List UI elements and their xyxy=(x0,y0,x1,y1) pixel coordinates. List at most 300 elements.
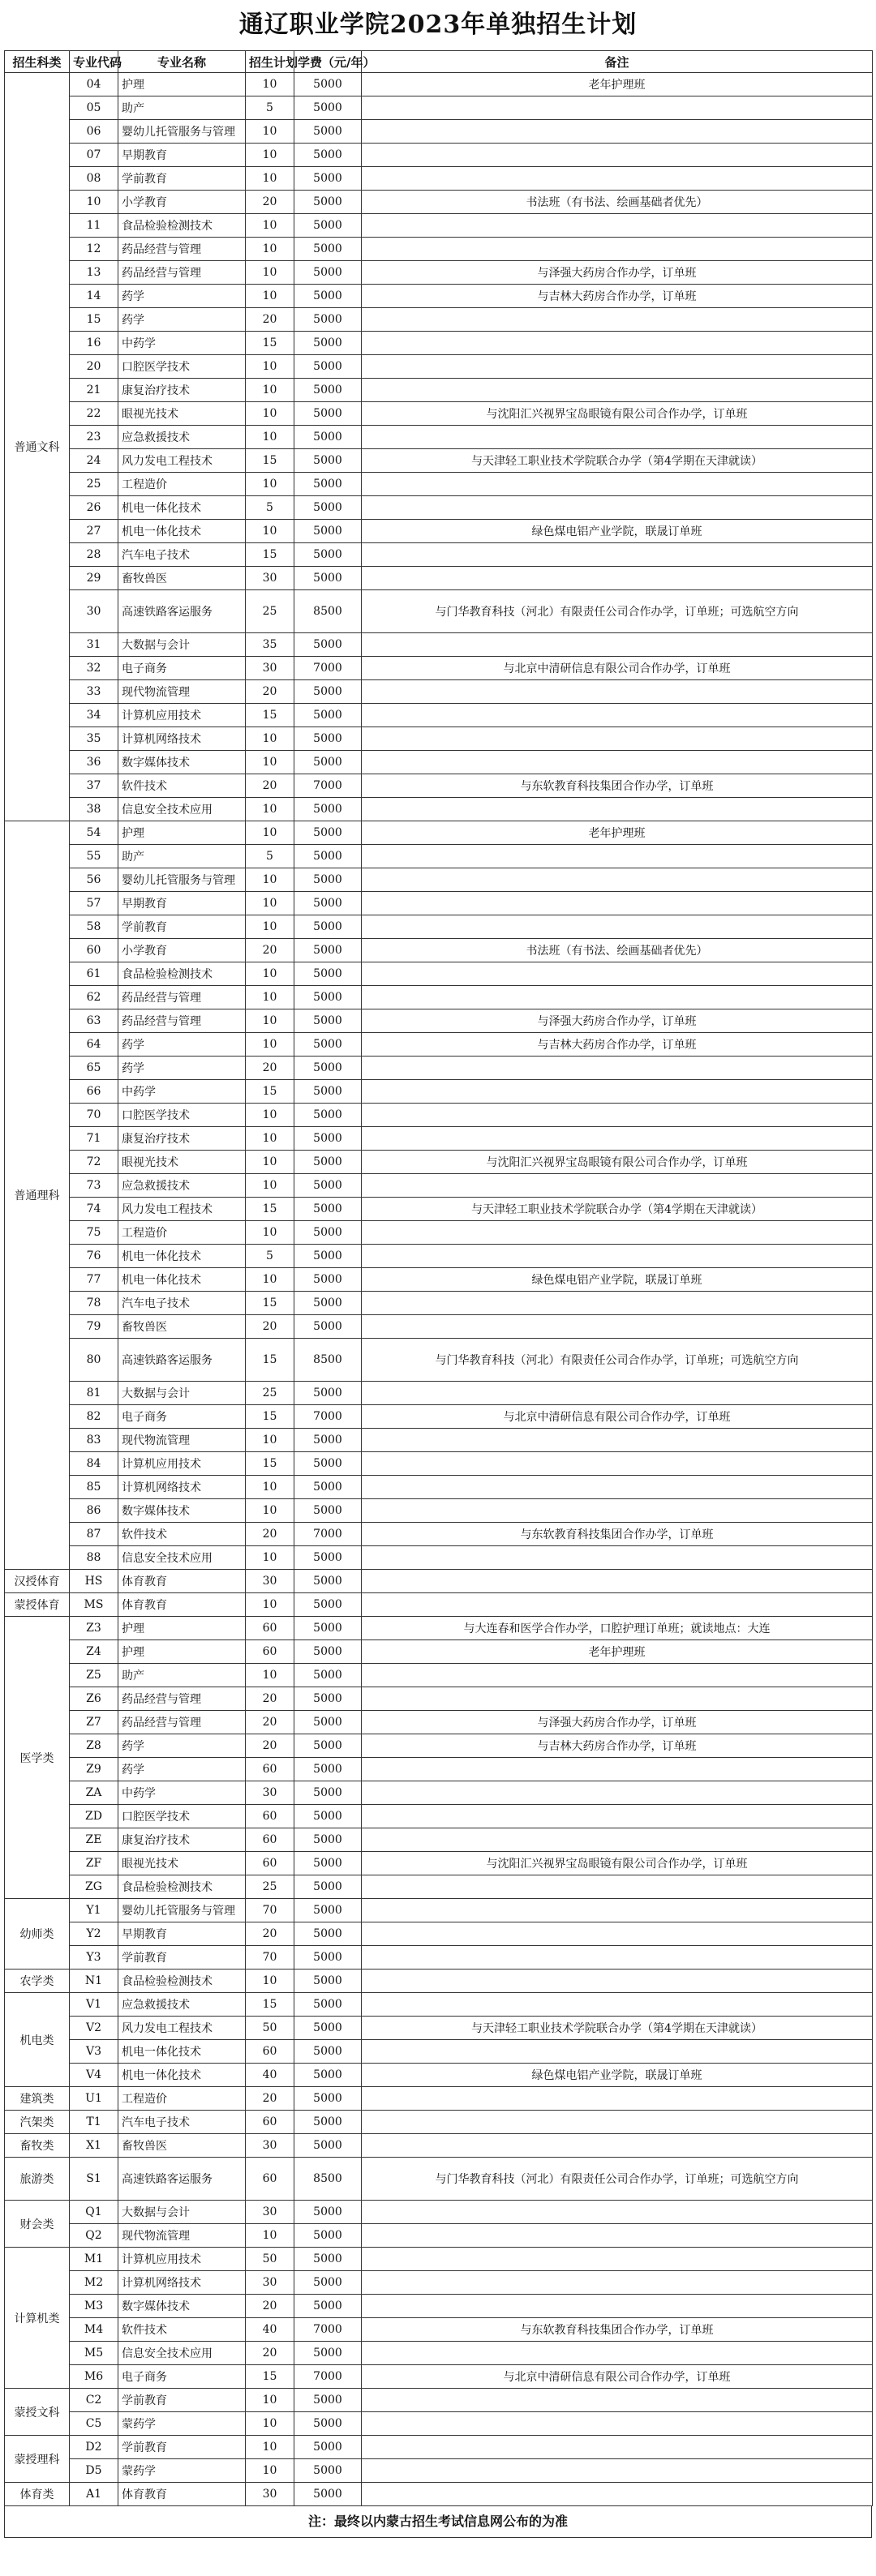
major-cell: 婴幼儿托管服务与管理 xyxy=(118,868,246,892)
code-cell: 72 xyxy=(70,1151,118,1174)
quota-cell: 10 xyxy=(246,2459,294,2483)
code-cell: 60 xyxy=(70,939,118,962)
table-row xyxy=(5,1429,873,1452)
fee-cell: 5000 xyxy=(294,798,362,821)
fee-cell: 5000 xyxy=(294,496,362,520)
quota-cell: 10 xyxy=(246,144,294,167)
table-row xyxy=(5,1104,873,1127)
major-cell: 助产 xyxy=(118,96,246,120)
fee-cell: 5000 xyxy=(294,1429,362,1452)
code-cell: 61 xyxy=(70,962,118,986)
note-cell xyxy=(362,1993,873,2017)
note-cell xyxy=(362,1104,873,1127)
fee-cell: 5000 xyxy=(294,2064,362,2087)
table-row xyxy=(5,1174,873,1198)
table-row xyxy=(5,1245,873,1268)
major-cell: 口腔医学技术 xyxy=(118,355,246,379)
table-row xyxy=(5,986,873,1009)
note-cell xyxy=(362,1593,873,1617)
fee-cell: 5000 xyxy=(294,1315,362,1339)
note-cell xyxy=(362,633,873,657)
table-row xyxy=(5,1758,873,1781)
major-cell: 药学 xyxy=(118,285,246,308)
code-cell: 64 xyxy=(70,1033,118,1057)
note-cell: 书法班（有书法、绘画基础者优先） xyxy=(362,939,873,962)
quota-cell: 35 xyxy=(246,633,294,657)
note-cell xyxy=(362,2040,873,2064)
fee-cell: 5000 xyxy=(294,2412,362,2436)
code-cell: 71 xyxy=(70,1127,118,1151)
fee-cell: 5000 xyxy=(294,567,362,590)
quota-cell: 10 xyxy=(246,1970,294,1993)
table-row xyxy=(5,1805,873,1828)
table-row xyxy=(5,308,873,332)
header-fee: 学费（元/年） xyxy=(294,51,362,73)
major-cell: 学前教育 xyxy=(118,2389,246,2412)
note-cell: 绿色煤电铝产业学院，联晟订单班 xyxy=(362,2064,873,2087)
note-cell xyxy=(362,1174,873,1198)
table-row xyxy=(5,821,873,845)
table-row xyxy=(5,120,873,144)
note-cell: 与天津轻工职业技术学院联合办学（第4学期在天津就读） xyxy=(362,2017,873,2040)
major-cell: 护理 xyxy=(118,73,246,96)
fee-cell: 5000 xyxy=(294,821,362,845)
code-cell: 15 xyxy=(70,308,118,332)
fee-cell: 5000 xyxy=(294,2436,362,2459)
fee-cell: 5000 xyxy=(294,167,362,191)
category-cell: 体育类 xyxy=(5,2483,70,2506)
quota-cell: 20 xyxy=(246,1687,294,1711)
note-cell xyxy=(362,1476,873,1499)
fee-cell: 5000 xyxy=(294,1452,362,1476)
quota-cell: 15 xyxy=(246,332,294,355)
table-row xyxy=(5,2224,873,2248)
quota-cell: 20 xyxy=(246,1315,294,1339)
table-row xyxy=(5,751,873,774)
fee-cell: 5000 xyxy=(294,1617,362,1640)
code-cell: ZE xyxy=(70,1828,118,1852)
table-row xyxy=(5,2111,873,2134)
quota-cell: 10 xyxy=(246,2436,294,2459)
table-row xyxy=(5,2483,873,2506)
note-cell: 与北京中清研信息有限公司合作办学，订单班 xyxy=(362,657,873,680)
note-cell: 与泽强大药房合作办学，订单班 xyxy=(362,1009,873,1033)
table-row xyxy=(5,1452,873,1476)
table-row xyxy=(5,1664,873,1687)
code-cell: Y3 xyxy=(70,1946,118,1970)
code-cell: Y1 xyxy=(70,1899,118,1922)
quota-cell: 20 xyxy=(246,1523,294,1546)
table-row xyxy=(5,1546,873,1570)
fee-cell: 5000 xyxy=(294,1805,362,1828)
major-cell: 大数据与会计 xyxy=(118,633,246,657)
note-cell xyxy=(362,1057,873,1080)
note-cell: 与门华教育科技（河北）有限责任公司合作办学，订单班；可选航空方向 xyxy=(362,590,873,633)
category-cell: 财会类 xyxy=(5,2201,70,2248)
quota-cell: 10 xyxy=(246,986,294,1009)
quota-cell: 25 xyxy=(246,1875,294,1899)
major-cell: 小学教育 xyxy=(118,939,246,962)
fee-cell: 5000 xyxy=(294,1922,362,1946)
code-cell: Z3 xyxy=(70,1617,118,1640)
note-cell xyxy=(362,1546,873,1570)
quota-cell: 20 xyxy=(246,939,294,962)
code-cell: Z9 xyxy=(70,1758,118,1781)
fee-cell: 5000 xyxy=(294,261,362,285)
table-row xyxy=(5,567,873,590)
note-cell xyxy=(362,332,873,355)
fee-cell: 5000 xyxy=(294,1198,362,1221)
quota-cell: 10 xyxy=(246,355,294,379)
code-cell: 81 xyxy=(70,1382,118,1405)
quota-cell: 10 xyxy=(246,962,294,986)
note-cell xyxy=(362,2248,873,2271)
quota-cell: 10 xyxy=(246,1593,294,1617)
table-row xyxy=(5,1151,873,1174)
table-row xyxy=(5,2271,873,2295)
quota-cell: 30 xyxy=(246,2271,294,2295)
note-cell xyxy=(362,1221,873,1245)
note-cell xyxy=(362,751,873,774)
fee-cell: 5000 xyxy=(294,680,362,704)
note-cell: 老年护理班 xyxy=(362,821,873,845)
note-cell xyxy=(362,96,873,120)
table-row xyxy=(5,2459,873,2483)
code-cell: 14 xyxy=(70,285,118,308)
table-row xyxy=(5,1781,873,1805)
major-cell: 早期教育 xyxy=(118,892,246,915)
note-cell xyxy=(362,1315,873,1339)
table-row xyxy=(5,1875,873,1899)
table-row xyxy=(5,473,873,496)
quota-cell: 20 xyxy=(246,680,294,704)
fee-cell: 8500 xyxy=(294,2158,362,2201)
note-cell: 与大连春和医学合作办学，口腔护理订单班；就读地点：大连 xyxy=(362,1617,873,1640)
major-cell: 学前教育 xyxy=(118,915,246,939)
fee-cell: 5000 xyxy=(294,73,362,96)
major-cell: 机电一体化技术 xyxy=(118,1245,246,1268)
quota-cell: 10 xyxy=(246,1546,294,1570)
major-cell: 现代物流管理 xyxy=(118,1429,246,1452)
major-cell: 现代物流管理 xyxy=(118,680,246,704)
code-cell: T1 xyxy=(70,2111,118,2134)
code-cell: 36 xyxy=(70,751,118,774)
table-row xyxy=(5,1339,873,1382)
code-cell: 05 xyxy=(70,96,118,120)
fee-cell: 8500 xyxy=(294,590,362,633)
table-row xyxy=(5,543,873,567)
code-cell: S1 xyxy=(70,2158,118,2201)
quota-cell: 20 xyxy=(246,1734,294,1758)
category-cell: 建筑类 xyxy=(5,2087,70,2111)
enrollment-plan-table xyxy=(4,50,873,2506)
code-cell: A1 xyxy=(70,2483,118,2506)
quota-cell: 30 xyxy=(246,1781,294,1805)
code-cell: 11 xyxy=(70,214,118,238)
table-row xyxy=(5,845,873,868)
quota-cell: 10 xyxy=(246,238,294,261)
quota-cell: 30 xyxy=(246,1570,294,1593)
quota-cell: 25 xyxy=(246,590,294,633)
note-cell: 与吉林大药房合作办学，订单班 xyxy=(362,1033,873,1057)
quota-cell: 10 xyxy=(246,1221,294,1245)
quota-cell: 15 xyxy=(246,1292,294,1315)
table-row xyxy=(5,1382,873,1405)
code-cell: 27 xyxy=(70,520,118,543)
note-cell xyxy=(362,1875,873,1899)
code-cell: 26 xyxy=(70,496,118,520)
fee-cell: 5000 xyxy=(294,332,362,355)
quota-cell: 70 xyxy=(246,1899,294,1922)
major-cell: 机电一体化技术 xyxy=(118,2064,246,2087)
quota-cell: 60 xyxy=(246,2111,294,2134)
table-row xyxy=(5,1640,873,1664)
code-cell: 16 xyxy=(70,332,118,355)
table-row xyxy=(5,1315,873,1339)
category-cell: 普通理科 xyxy=(5,821,70,1570)
table-row xyxy=(5,1405,873,1429)
fee-cell: 5000 xyxy=(294,449,362,473)
table-row xyxy=(5,633,873,657)
major-cell: 体育教育 xyxy=(118,1593,246,1617)
major-cell: 早期教育 xyxy=(118,144,246,167)
fee-cell: 7000 xyxy=(294,1405,362,1429)
note-cell: 与门华教育科技（河北）有限责任公司合作办学，订单班；可选航空方向 xyxy=(362,2158,873,2201)
code-cell: 75 xyxy=(70,1221,118,1245)
quota-cell: 5 xyxy=(246,96,294,120)
code-cell: M2 xyxy=(70,2271,118,2295)
quota-cell: 60 xyxy=(246,1852,294,1875)
table-row xyxy=(5,1570,873,1593)
note-cell xyxy=(362,1452,873,1476)
note-cell: 与北京中清研信息有限公司合作办学，订单班 xyxy=(362,2365,873,2389)
code-cell: X1 xyxy=(70,2134,118,2158)
major-cell: 应急救援技术 xyxy=(118,1174,246,1198)
code-cell: 13 xyxy=(70,261,118,285)
fee-cell: 7000 xyxy=(294,657,362,680)
note-cell xyxy=(362,915,873,939)
fee-cell: 5000 xyxy=(294,543,362,567)
fee-cell: 5000 xyxy=(294,1221,362,1245)
code-cell: Q1 xyxy=(70,2201,118,2224)
fee-cell: 5000 xyxy=(294,191,362,214)
note-cell: 老年护理班 xyxy=(362,1640,873,1664)
note-cell xyxy=(362,798,873,821)
code-cell: 65 xyxy=(70,1057,118,1080)
note-cell: 与沈阳汇兴视界宝岛眼镜有限公司合作办学，订单班 xyxy=(362,402,873,426)
fee-cell: 5000 xyxy=(294,144,362,167)
major-cell: 风力发电工程技术 xyxy=(118,2017,246,2040)
major-cell: 口腔医学技术 xyxy=(118,1805,246,1828)
code-cell: Q2 xyxy=(70,2224,118,2248)
quota-cell: 10 xyxy=(246,379,294,402)
table-row xyxy=(5,144,873,167)
quota-cell: 10 xyxy=(246,520,294,543)
table-row xyxy=(5,2342,873,2365)
code-cell: 82 xyxy=(70,1405,118,1429)
table-row xyxy=(5,2365,873,2389)
fee-cell: 5000 xyxy=(294,2134,362,2158)
code-cell: 08 xyxy=(70,167,118,191)
table-row xyxy=(5,2248,873,2271)
category-cell: 汉授体育 xyxy=(5,1570,70,1593)
fee-cell: 5000 xyxy=(294,2342,362,2365)
code-cell: D2 xyxy=(70,2436,118,2459)
fee-cell: 5000 xyxy=(294,355,362,379)
quota-cell: 20 xyxy=(246,1057,294,1080)
table-row xyxy=(5,167,873,191)
major-cell: 康复治疗技术 xyxy=(118,1127,246,1151)
table-row xyxy=(5,1080,873,1104)
quota-cell: 10 xyxy=(246,285,294,308)
note-cell: 绿色煤电铝产业学院，联晟订单班 xyxy=(362,520,873,543)
note-cell xyxy=(362,845,873,868)
fee-cell: 5000 xyxy=(294,2111,362,2134)
major-cell: 食品检验检测技术 xyxy=(118,1875,246,1899)
major-cell: 电子商务 xyxy=(118,1405,246,1429)
major-cell: 药品经营与管理 xyxy=(118,986,246,1009)
note-cell xyxy=(362,167,873,191)
code-cell: 37 xyxy=(70,774,118,798)
note-cell: 与东软教育科技集团合作办学，订单班 xyxy=(362,774,873,798)
fee-cell: 5000 xyxy=(294,1970,362,1993)
note-cell: 与沈阳汇兴视界宝岛眼镜有限公司合作办学，订单班 xyxy=(362,1852,873,1875)
code-cell: 80 xyxy=(70,1339,118,1382)
code-cell: MS xyxy=(70,1593,118,1617)
fee-cell: 5000 xyxy=(294,520,362,543)
note-cell xyxy=(362,1127,873,1151)
note-cell xyxy=(362,2436,873,2459)
major-cell: 应急救援技术 xyxy=(118,1993,246,2017)
note-cell xyxy=(362,2483,873,2506)
code-cell: M3 xyxy=(70,2295,118,2318)
major-cell: 信息安全技术应用 xyxy=(118,2342,246,2365)
major-cell: 计算机网络技术 xyxy=(118,1476,246,1499)
quota-cell: 10 xyxy=(246,727,294,751)
major-cell: 药品经营与管理 xyxy=(118,1009,246,1033)
table-row xyxy=(5,379,873,402)
fee-cell: 5000 xyxy=(294,1875,362,1899)
major-cell: 早期教育 xyxy=(118,1922,246,1946)
quota-cell: 10 xyxy=(246,167,294,191)
quota-cell: 20 xyxy=(246,1922,294,1946)
note-cell: 书法班（有书法、绘画基础者优先） xyxy=(362,191,873,214)
major-cell: 中药学 xyxy=(118,332,246,355)
code-cell: 74 xyxy=(70,1198,118,1221)
table-row xyxy=(5,1033,873,1057)
major-cell: 小学教育 xyxy=(118,191,246,214)
major-cell: 电子商务 xyxy=(118,2365,246,2389)
major-cell: 机电一体化技术 xyxy=(118,520,246,543)
quota-cell: 20 xyxy=(246,1711,294,1734)
quota-cell: 10 xyxy=(246,1664,294,1687)
fee-cell: 5000 xyxy=(294,2201,362,2224)
fee-cell: 5000 xyxy=(294,1104,362,1127)
note-cell xyxy=(362,986,873,1009)
quota-cell: 10 xyxy=(246,473,294,496)
major-cell: 软件技术 xyxy=(118,1523,246,1546)
quota-cell: 15 xyxy=(246,1993,294,2017)
code-cell: 38 xyxy=(70,798,118,821)
fee-cell: 5000 xyxy=(294,2295,362,2318)
note-cell xyxy=(362,1781,873,1805)
major-cell: 信息安全技术应用 xyxy=(118,1546,246,1570)
major-cell: 药学 xyxy=(118,1057,246,1080)
table-row xyxy=(5,96,873,120)
code-cell: N1 xyxy=(70,1970,118,1993)
table-row xyxy=(5,2295,873,2318)
code-cell: C5 xyxy=(70,2412,118,2436)
fee-cell: 5000 xyxy=(294,1080,362,1104)
major-cell: 蒙药学 xyxy=(118,2412,246,2436)
table-row xyxy=(5,520,873,543)
fee-cell: 5000 xyxy=(294,1946,362,1970)
note-cell xyxy=(362,1687,873,1711)
note-cell xyxy=(362,1946,873,1970)
table-row xyxy=(5,1946,873,1970)
note-cell xyxy=(362,680,873,704)
major-cell: 汽车电子技术 xyxy=(118,2111,246,2134)
note-cell: 与吉林大药房合作办学，订单班 xyxy=(362,285,873,308)
table-row xyxy=(5,680,873,704)
major-cell: 学前教育 xyxy=(118,167,246,191)
note-cell xyxy=(362,1970,873,1993)
quota-cell: 40 xyxy=(246,2318,294,2342)
table-row xyxy=(5,449,873,473)
code-cell: 88 xyxy=(70,1546,118,1570)
fee-cell: 5000 xyxy=(294,892,362,915)
note-cell xyxy=(362,567,873,590)
page-title: 通辽职业学院2023年单独招生计划 xyxy=(238,11,638,39)
fee-cell: 5000 xyxy=(294,1127,362,1151)
code-cell: V4 xyxy=(70,2064,118,2087)
code-cell: D5 xyxy=(70,2459,118,2483)
quota-cell: 10 xyxy=(246,892,294,915)
code-cell: ZA xyxy=(70,1781,118,1805)
major-cell: 口腔医学技术 xyxy=(118,1104,246,1127)
quota-cell: 10 xyxy=(246,1174,294,1198)
table-row xyxy=(5,1009,873,1033)
code-cell: 70 xyxy=(70,1104,118,1127)
code-cell: 54 xyxy=(70,821,118,845)
note-cell xyxy=(362,2342,873,2365)
quota-cell: 25 xyxy=(246,1382,294,1405)
code-cell: M6 xyxy=(70,2365,118,2389)
major-cell: 畜牧兽医 xyxy=(118,1315,246,1339)
note-cell xyxy=(362,308,873,332)
quota-cell: 10 xyxy=(246,426,294,449)
fee-cell: 5000 xyxy=(294,1382,362,1405)
header-quota: 招生计划 xyxy=(246,51,294,73)
code-cell: 85 xyxy=(70,1476,118,1499)
table-row xyxy=(5,2201,873,2224)
table-row xyxy=(5,214,873,238)
major-cell: 药学 xyxy=(118,308,246,332)
major-cell: 大数据与会计 xyxy=(118,2201,246,2224)
table-row xyxy=(5,657,873,680)
note-cell xyxy=(362,496,873,520)
quota-cell: 15 xyxy=(246,543,294,567)
note-cell: 与泽强大药房合作办学，订单班 xyxy=(362,261,873,285)
fee-cell: 5000 xyxy=(294,1151,362,1174)
code-cell: V3 xyxy=(70,2040,118,2064)
table-row xyxy=(5,238,873,261)
quota-cell: 10 xyxy=(246,798,294,821)
table-row xyxy=(5,426,873,449)
quota-cell: 15 xyxy=(246,1198,294,1221)
category-cell: 蒙授体育 xyxy=(5,1593,70,1617)
major-cell: 工程造价 xyxy=(118,1221,246,1245)
